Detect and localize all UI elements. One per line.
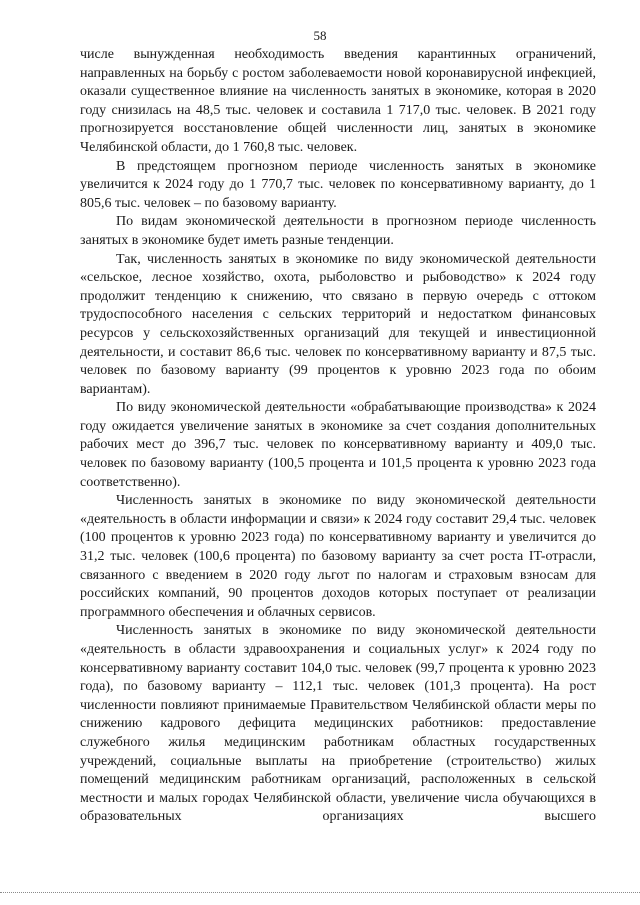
paragraph-forecast-total: В предстоящем прогнозном периоде численность занятых в экономике увеличится к 2024 году до 1 770,7 тыс. человек по консервативному варианту, до 1 805,6 тыс. человек – по базовому варианту. <box>80 158 596 211</box>
paragraph-manufacturing: По виду экономической деятельности «обрабатывающие производства» к 2024 году ожидается увеличение занятых в экономике за счет создания дополнительных рабочих мест до 396,7 тыс. человек по консервативному варианту и 409,0 тыс. человек по базовому варианту (100,5 процента и 101,5 процента к уровню 2023 года соответственно). <box>80 400 596 490</box>
page-number: 58 <box>313 28 327 43</box>
paragraph-healthcare: Численность занятых в экономике по виду экономической деятельности «деятельность в области здравоохранения и социальных услуг» к 2024 году по консервативному варианту составит 104,0 тыс. человек (99,7 процента к уровню 2023 года), по базовому варианту – 112,1 тыс. человек (101,3 процента). На рост численности повлияют принимаемые Правительством Челябинской области меры по снижению кадрового дефицита медицинских работников: предоставление служебного жилья медицинским работникам областных государственных учреждений, социальные выплаты на приобретение (строительство) жилых помещений медицинским работникам организаций, расположенных в сельской местности и малых городах Челябинской области, увеличение числа обучающихся в образовательных организациях высшего <box>80 623 596 825</box>
paragraph-information-communication: Численность занятых в экономике по виду экономической деятельности «деятельность в области информации и связи» к 2024 году составит 29,4 тыс. человек (100 процентов к уровню 2023 года) по консервативному варианту и увеличится до 31,2 тыс. человек (100,6 процента) по базовому варианту за счет роста IT-отрасли, связанного с введением в 2020 году льгот по налогам и страховым взносам для российских компаний, 90 процентов доходов которых поступает от реализации программного обеспечения и облачных сервисов. <box>80 493 596 620</box>
paragraph-employment-decline: числе вынужденная необходимость введения карантинных ограничений, направленных на борьбу с ростом заболеваемости новой коронавирусной инфекцией, оказали существенное влияние на численность занятых в экономике, которая в 2020 году снизилась на 48,5 тыс. человек и составила 1 717,0 тыс. человек. В 2021 году прогнозируется восстановление общей численности лиц, занятых в экономике Челябинской области, до 1 760,8 тыс. человек. <box>80 47 596 155</box>
paragraph-agriculture: Так, численность занятых в экономике по виду экономической деятельности «сельское, лесное хозяйство, охота, рыболовство и рыбоводство» к 2024 году продолжит тенденцию к снижению, что связано в первую очередь с оттоком трудоспособного населения с сельских территорий и недостатком финансовых ресурсов у сельскохозяйственных организаций для текущей и инвестиционной деятельности, и составит 86,6 тыс. человек по консервативному варианту и 87,5 тыс. человек по базовому варианту (99 процентов к уровню 2023 года по обоим вариантам). <box>80 251 596 397</box>
body-text <box>80 46 596 827</box>
paragraph-sector-trends: По видам экономической деятельности в прогнозном периоде численность занятых в экономике будет иметь разные тенденции. <box>80 214 596 248</box>
bottom-edge-line <box>0 892 640 893</box>
